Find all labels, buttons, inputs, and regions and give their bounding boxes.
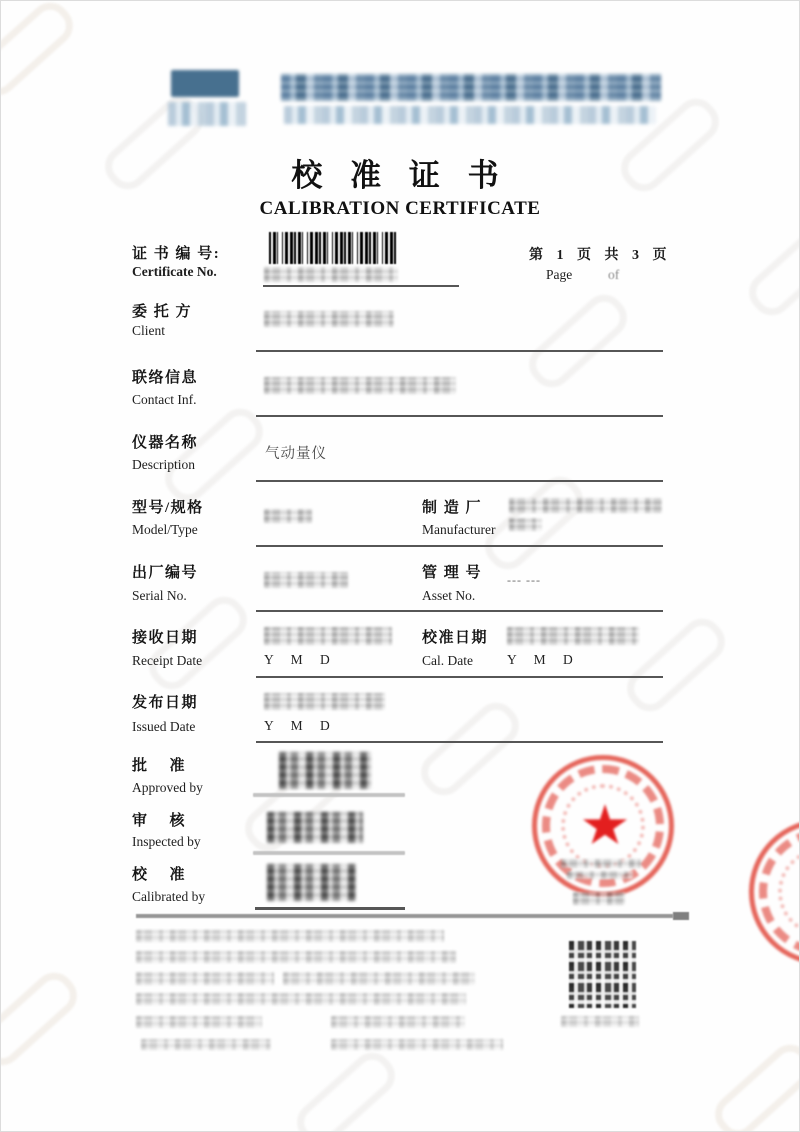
issued-date-label-en: Issued Date (132, 719, 196, 734)
issued-date-label-cn: 发布日期 (132, 695, 199, 711)
receipt-date-label-en: Receipt Date (132, 653, 203, 668)
certificate-number-redacted (264, 267, 398, 282)
calibrated-by-label-en: Calibrated by (132, 889, 206, 904)
client-underline (256, 350, 663, 352)
issued-underline (256, 741, 663, 743)
qr-caption-redacted (561, 1016, 639, 1027)
footer-address-line1-redacted (136, 930, 444, 942)
company-logo-icon (171, 70, 239, 97)
footer-info-redacted (331, 1039, 503, 1050)
company-name-line2 (284, 106, 656, 124)
inspected-underline (253, 851, 405, 855)
cal-date-value-redacted (507, 627, 639, 645)
watermark-capsule-icon (0, 0, 81, 103)
certificate-title-cn: 校 准 证 书 (291, 158, 509, 193)
calibrated-underline (255, 907, 405, 910)
inspected-by-label-cn: 审 核 (132, 813, 187, 829)
issued-date-format: Y M D (264, 718, 330, 733)
seal-inner-text-redacted (567, 871, 633, 879)
watermark-capsule-icon (707, 1037, 800, 1132)
asset-value: --- --- (507, 573, 541, 587)
footer-web-redacted (141, 1039, 271, 1050)
footer-divider (136, 914, 673, 918)
inspected-by-label-en: Inspected by (132, 834, 201, 849)
asset-label-cn: 管 理 号 (422, 565, 483, 581)
footer-email-redacted (331, 1016, 465, 1028)
manufacturer-value-redacted-line1 (509, 498, 662, 513)
client-value-redacted (264, 311, 394, 327)
description-value: 气动量仪 (265, 446, 327, 462)
model-underline (256, 545, 663, 547)
manufacturer-value-redacted-line2 (509, 518, 542, 531)
certificate-no-underline (263, 285, 459, 287)
footer-phone-redacted (136, 1016, 262, 1028)
watermark-capsule-icon (521, 287, 635, 396)
receipt-date-format: Y M D (264, 652, 330, 667)
model-label-en: Model/Type (132, 522, 198, 537)
description-underline (256, 480, 663, 482)
dates-underline (256, 676, 663, 678)
manufacturer-label-en: Manufacturer (422, 522, 496, 537)
page-word: Page (546, 267, 573, 282)
contact-label-cn: 联络信息 (132, 370, 199, 386)
approved-signature-redacted (279, 752, 371, 789)
approved-by-label-cn: 批 准 (132, 758, 187, 774)
footer-address-line3a-redacted (136, 972, 274, 985)
watermark-capsule-icon (413, 695, 527, 804)
footer-address-line4-redacted (136, 993, 466, 1005)
description-label-cn: 仪器名称 (132, 435, 199, 451)
watermark-capsule-icon (289, 1045, 403, 1132)
client-label-cn: 委 托 方 (132, 304, 193, 320)
issued-date-value-redacted (264, 693, 385, 710)
calibrated-by-label-cn: 校 准 (132, 867, 187, 883)
seal-inner-text-redacted (561, 859, 641, 868)
serial-underline (256, 610, 663, 612)
seal-star-icon (582, 804, 628, 848)
serial-label-en: Serial No. (132, 588, 187, 603)
approved-underline (253, 793, 405, 797)
client-label-en: Client (132, 323, 165, 338)
cal-date-label-en: Cal. Date (422, 653, 473, 668)
serial-label-cn: 出厂编号 (132, 565, 199, 581)
footer-divider-cap (673, 912, 689, 920)
calibrated-signature-redacted (267, 864, 356, 901)
contact-label-en: Contact Inf. (132, 392, 197, 407)
contact-underline (256, 415, 663, 417)
page-count-cn: 第 1 页 共 3 页 (529, 248, 672, 263)
receipt-date-label-cn: 接收日期 (132, 630, 199, 646)
certificate-no-label-en: Certificate No. (132, 264, 217, 279)
watermark-capsule-icon (157, 401, 271, 510)
model-label-cn: 型号/规格 (132, 500, 204, 516)
certificate-no-label-cn: 证 书 编 号: (132, 246, 221, 262)
approved-by-label-en: Approved by (132, 780, 203, 795)
watermark-capsule-icon (0, 965, 85, 1074)
inspected-signature-redacted (267, 812, 363, 843)
watermark-capsule-icon (741, 215, 800, 324)
qr-code-icon (569, 941, 636, 1008)
company-name-line1 (281, 74, 661, 101)
asset-label-en: Asset No. (422, 588, 476, 603)
receipt-date-value-redacted (264, 627, 392, 645)
seal-caption-redacted (573, 892, 625, 905)
manufacturer-label-cn: 制 造 厂 (422, 500, 483, 516)
cal-date-label-cn: 校准日期 (422, 630, 489, 646)
description-label-en: Description (132, 457, 195, 472)
of-word: of (608, 267, 620, 282)
company-logo-subtext (168, 102, 246, 126)
model-value-redacted (264, 509, 312, 523)
footer-address-line3b-redacted (283, 972, 475, 985)
red-seal-edge-icon (749, 819, 800, 965)
certificate-barcode-icon (269, 232, 396, 264)
serial-value-redacted (264, 572, 348, 588)
cal-date-format: Y M D (507, 652, 573, 667)
contact-value-redacted (264, 377, 456, 394)
certificate-title-en: CALIBRATION CERTIFICATE (259, 198, 541, 219)
footer-address-line2-redacted (136, 951, 456, 963)
